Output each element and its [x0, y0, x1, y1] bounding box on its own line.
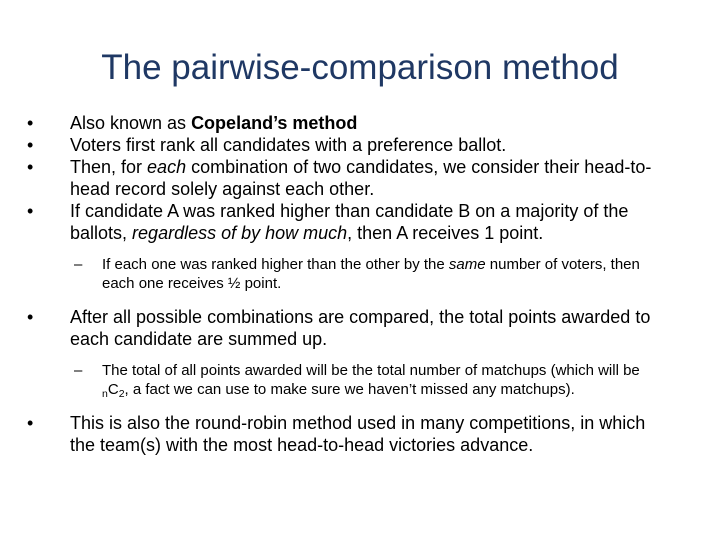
bullet-marker: • — [27, 135, 34, 155]
sub-bullet-marker: – — [74, 362, 83, 379]
bullet-marker: • — [27, 307, 34, 327]
sub-bullet-marker: – — [74, 256, 83, 273]
emphasis-italic: each — [147, 157, 187, 177]
bullet-marker: • — [27, 201, 34, 221]
bullet-marker: • — [27, 413, 34, 433]
bullet-marker: • — [27, 157, 34, 177]
bullet-item: • Voters first rank all candidates with a preference ballot. — [27, 135, 507, 155]
combination-n: n — [102, 388, 108, 401]
bullet-item: • If candidate A was ranked higher than candidate B on a majority of the ballots, regardless of by how much, then A receives 1 point. — [27, 201, 629, 243]
bullet-item: • This is also the round-robin method used in many competitions, in which the team(s) with the most head-to-head victories advance. — [27, 413, 646, 455]
emphasis-italic: same — [448, 256, 486, 273]
emphasis-bold: Copeland’s method — [191, 113, 358, 133]
sub-bullet-item: – If each one was ranked higher than the other by the same number of voters, then each one receives ½ point. — [74, 256, 640, 292]
slide-title: The pairwise-comparison method — [101, 48, 619, 87]
emphasis-italic: regardless of by how much — [132, 223, 348, 243]
bullet-list — [26, 112, 666, 456]
combination-k: 2 — [118, 388, 125, 401]
bullet-item: • After all possible combinations are compared, the total points awarded to each candidate are summed up. — [27, 307, 651, 349]
bullet-item: • Also known as Copeland’s method — [27, 113, 358, 133]
bullet-item: • Then, for each combination of two candidates, we consider their head-to-head record solely against each other. — [27, 157, 652, 199]
combination-c: C — [107, 381, 119, 398]
bullet-marker: • — [27, 113, 34, 133]
sub-bullet-item: – The total of all points awarded will be the total number of matchups (which will be $_nC_2$, a fact we can use to make sure we haven’t missed any matchups). — [74, 362, 640, 401]
